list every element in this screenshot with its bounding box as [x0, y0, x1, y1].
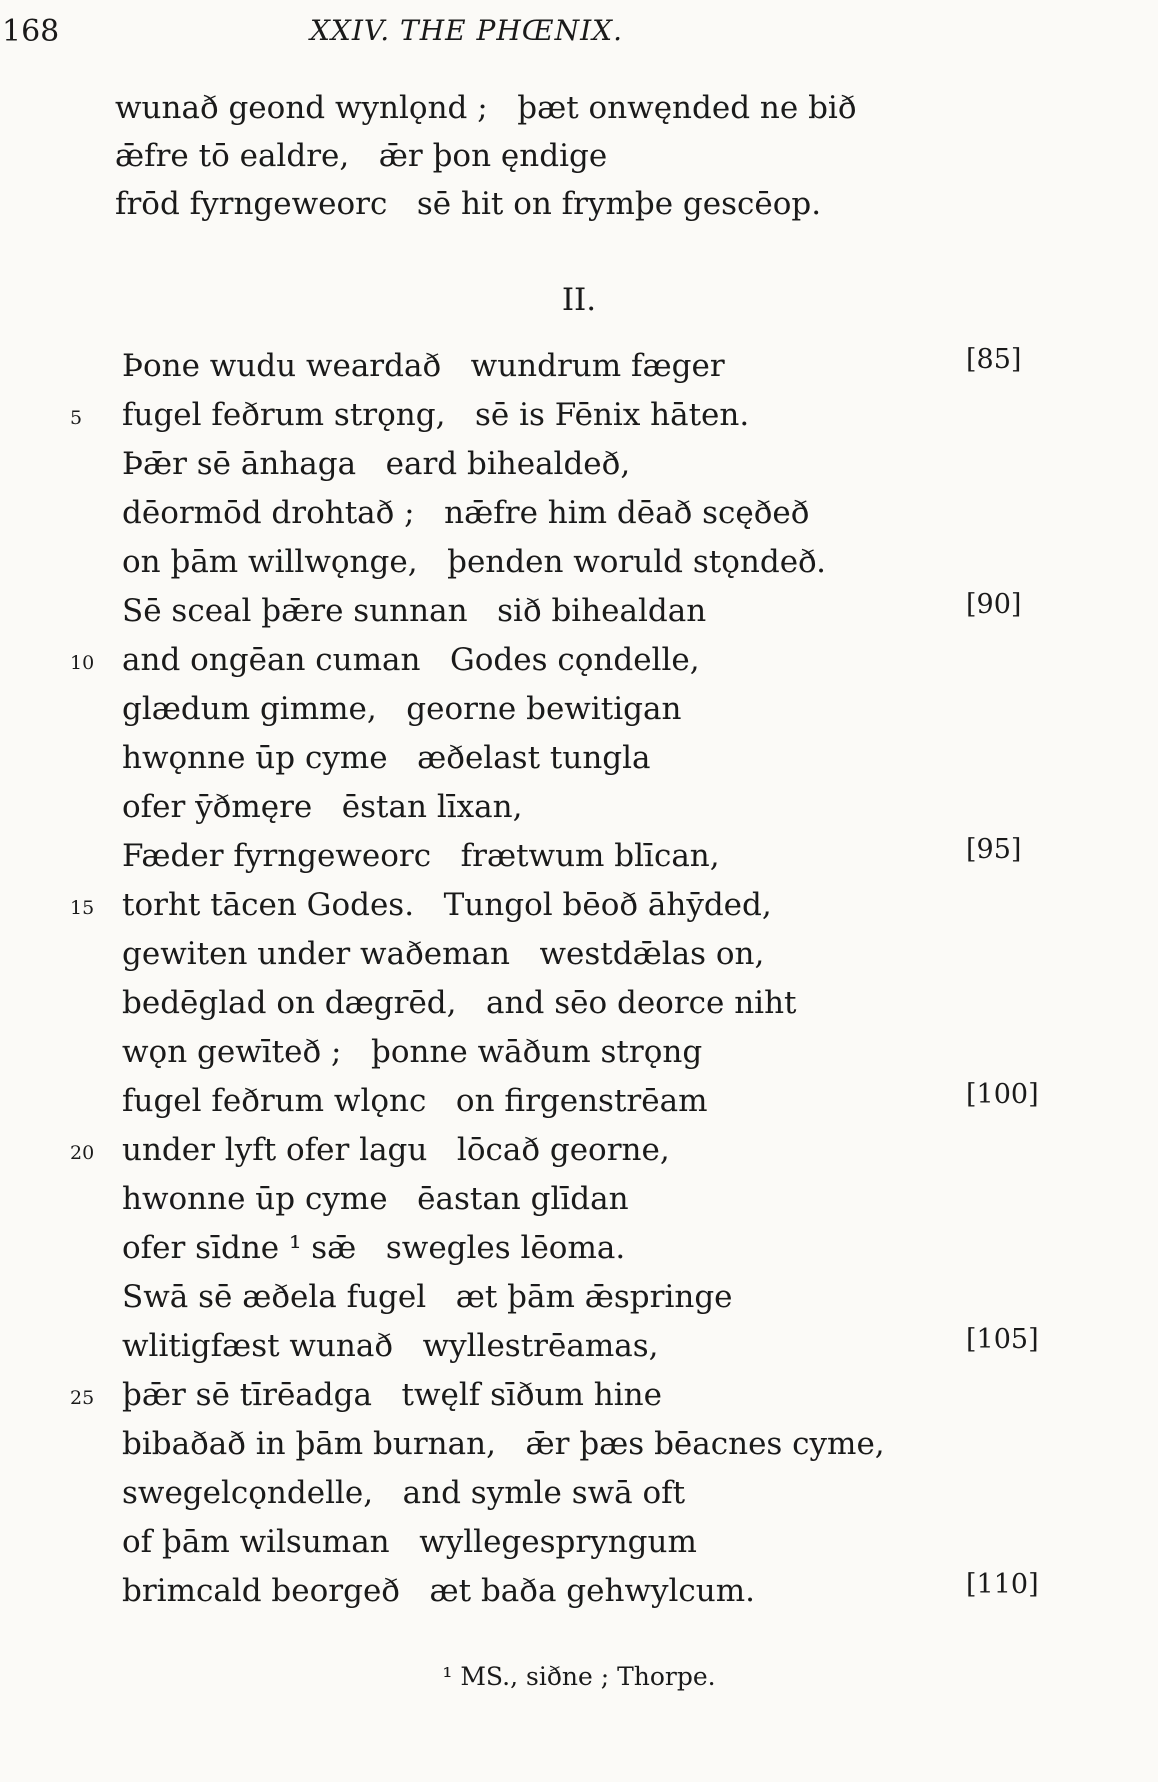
line-number: 25 — [70, 1387, 95, 1409]
line-text: dēormōd drohtað ; nǣfre him dēað scęðeð — [122, 495, 810, 531]
line-text: Sē sceal þǣre sunnan sið bihealdan — [122, 593, 707, 629]
section-heading: II. — [561, 282, 597, 318]
poem-line — [0, 930, 1158, 979]
manuscript-line-reference: [95] — [966, 834, 1022, 865]
line-text: ofer ȳðmęre ēstan līxan, — [122, 789, 523, 825]
line-text: gewiten under waðeman westdǣlas on, — [122, 936, 765, 972]
line-number: 5 — [70, 407, 83, 429]
line-text: bibaðað in þām burnan, ǣr þæs bēacnes cyme, — [122, 1426, 885, 1462]
line-text: wlitigfæst wunað wyllestrēamas, — [122, 1328, 659, 1364]
line-text: glædum gimme, georne bewitigan — [122, 691, 682, 727]
poem-line — [0, 1518, 1158, 1567]
line-text: hwǫnne ūp cyme æðelast tungla — [122, 740, 651, 776]
intro-lines — [115, 84, 1015, 228]
line-text: þǣr sē tīrēadga twęlf sīðum hine — [122, 1377, 662, 1413]
line-text: fugel feðrum wlǫnc on firgenstrēam — [122, 1083, 708, 1119]
line-number: 10 — [70, 652, 95, 674]
poem-line — [0, 489, 1158, 538]
page-header — [0, 8, 1158, 52]
poem-line — [0, 1273, 1158, 1322]
poem-line — [0, 1469, 1158, 1518]
line-text: bedēglad on dægrēd, and sēo deorce niht — [122, 985, 797, 1021]
line-text: under lyft ofer lagu lōcað georne, — [122, 1132, 670, 1168]
footnote: ¹ MS., siðne ; Thorpe. — [442, 1662, 716, 1691]
line-text: swegelcǫndelle, and symle swā oft — [122, 1475, 686, 1511]
running-title: XXIV. THE PHŒNIX. — [310, 14, 623, 47]
poem-line — [0, 1175, 1158, 1224]
manuscript-line-reference: [85] — [966, 344, 1022, 375]
poem-line — [0, 832, 1158, 881]
poem-line — [0, 1371, 1158, 1420]
poem-body — [0, 342, 1158, 1616]
line-text: wǫn gewīteð ; þonne wāðum strǫng — [122, 1034, 703, 1070]
line-text: and ongēan cuman Godes cǫndelle, — [122, 642, 700, 678]
line-text: ofer sīdne ¹ sǣ swegles lēoma. — [122, 1230, 626, 1266]
poem-line — [0, 636, 1158, 685]
poem-line — [0, 734, 1158, 783]
intro-line: frōd fyrngeweorc sē hit on frymþe gescēop. — [115, 186, 822, 222]
poem-line — [0, 783, 1158, 832]
manuscript-line-reference: [110] — [966, 1569, 1039, 1600]
poem-line — [0, 1224, 1158, 1273]
poem-line — [0, 1420, 1158, 1469]
line-text: on þām willwǫnge, þenden woruld stǫndeð. — [122, 544, 827, 580]
line-text: Þǣr sē ānhaga eard bihealdeð, — [122, 446, 631, 482]
line-text: brimcald beorgeð æt baða gehwylcum. — [122, 1573, 755, 1609]
poem-line — [0, 342, 1158, 391]
line-number: 20 — [70, 1142, 95, 1164]
page-number: 168 — [2, 14, 60, 49]
poem-line — [0, 391, 1158, 440]
poem-line — [0, 881, 1158, 930]
poem-line — [0, 1126, 1158, 1175]
manuscript-line-reference: [90] — [966, 589, 1022, 620]
poem-line — [0, 1322, 1158, 1371]
manuscript-line-reference: [100] — [966, 1079, 1039, 1110]
line-text: of þām wilsuman wyllegespryngum — [122, 1524, 697, 1560]
poem-line — [0, 587, 1158, 636]
poem-line — [0, 685, 1158, 734]
poem-line — [0, 1028, 1158, 1077]
line-text: fugel feðrum strǫng, sē is Fēnix hāten. — [122, 397, 750, 433]
poem-line — [0, 1567, 1158, 1616]
intro-line: ǣfre tō ealdre, ǣr þon ęndige — [115, 138, 608, 174]
poem-line — [0, 538, 1158, 587]
line-text: torht tācen Godes. Tungol bēoð āhȳded, — [122, 887, 772, 923]
line-number: 15 — [70, 897, 95, 919]
line-text: Fæder fyrngeweorc frætwum blīcan, — [122, 838, 720, 874]
poem-line — [0, 440, 1158, 489]
manuscript-line-reference: [105] — [966, 1324, 1039, 1355]
line-text: Þone wudu weardað wundrum fæger — [122, 348, 725, 384]
line-text: Swā sē æðela fugel æt þām ǣspringe — [122, 1279, 733, 1315]
intro-line: wunað geond wynlǫnd ; þæt onwęnded ne bið — [115, 90, 857, 126]
poem-line — [0, 979, 1158, 1028]
line-text: hwonne ūp cyme ēastan glīdan — [122, 1181, 629, 1217]
poem-line — [0, 1077, 1158, 1126]
